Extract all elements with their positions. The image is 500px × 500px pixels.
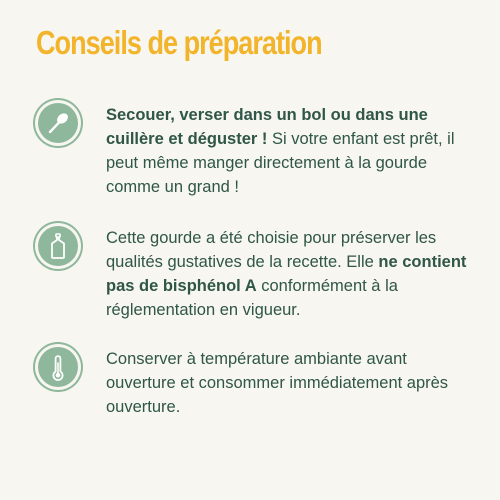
tip-text-storage: Conserver à température ambiante avant ouverture et consommer immédiatement après ouverture. [106, 350, 449, 416]
spoon-icon [38, 103, 78, 143]
tip-text-pouch-bpa [106, 226, 468, 322]
thermometer-icon [38, 347, 78, 387]
tip-text-intro: Cette gourde a été choisie pour préserver les qualités gustatives de la recette. Elle [106, 229, 437, 271]
tip-text-regulation: conformément à la réglementation en vigueur. [106, 277, 398, 319]
page-title: Conseils de préparation [36, 24, 322, 61]
tip-text-continuation: Si votre enfant est prêt, il peut même manger directement à la gourde comme un grand ! [106, 130, 455, 196]
pouch-icon [38, 226, 78, 266]
tip-text-shake-serve [106, 103, 468, 199]
tip-bold-bpa: ne contient pas de bisphénol A [106, 253, 467, 295]
tip-bold-lead: Secouer, verser dans un bol ou dans une cuillère et déguster ! [106, 106, 428, 148]
